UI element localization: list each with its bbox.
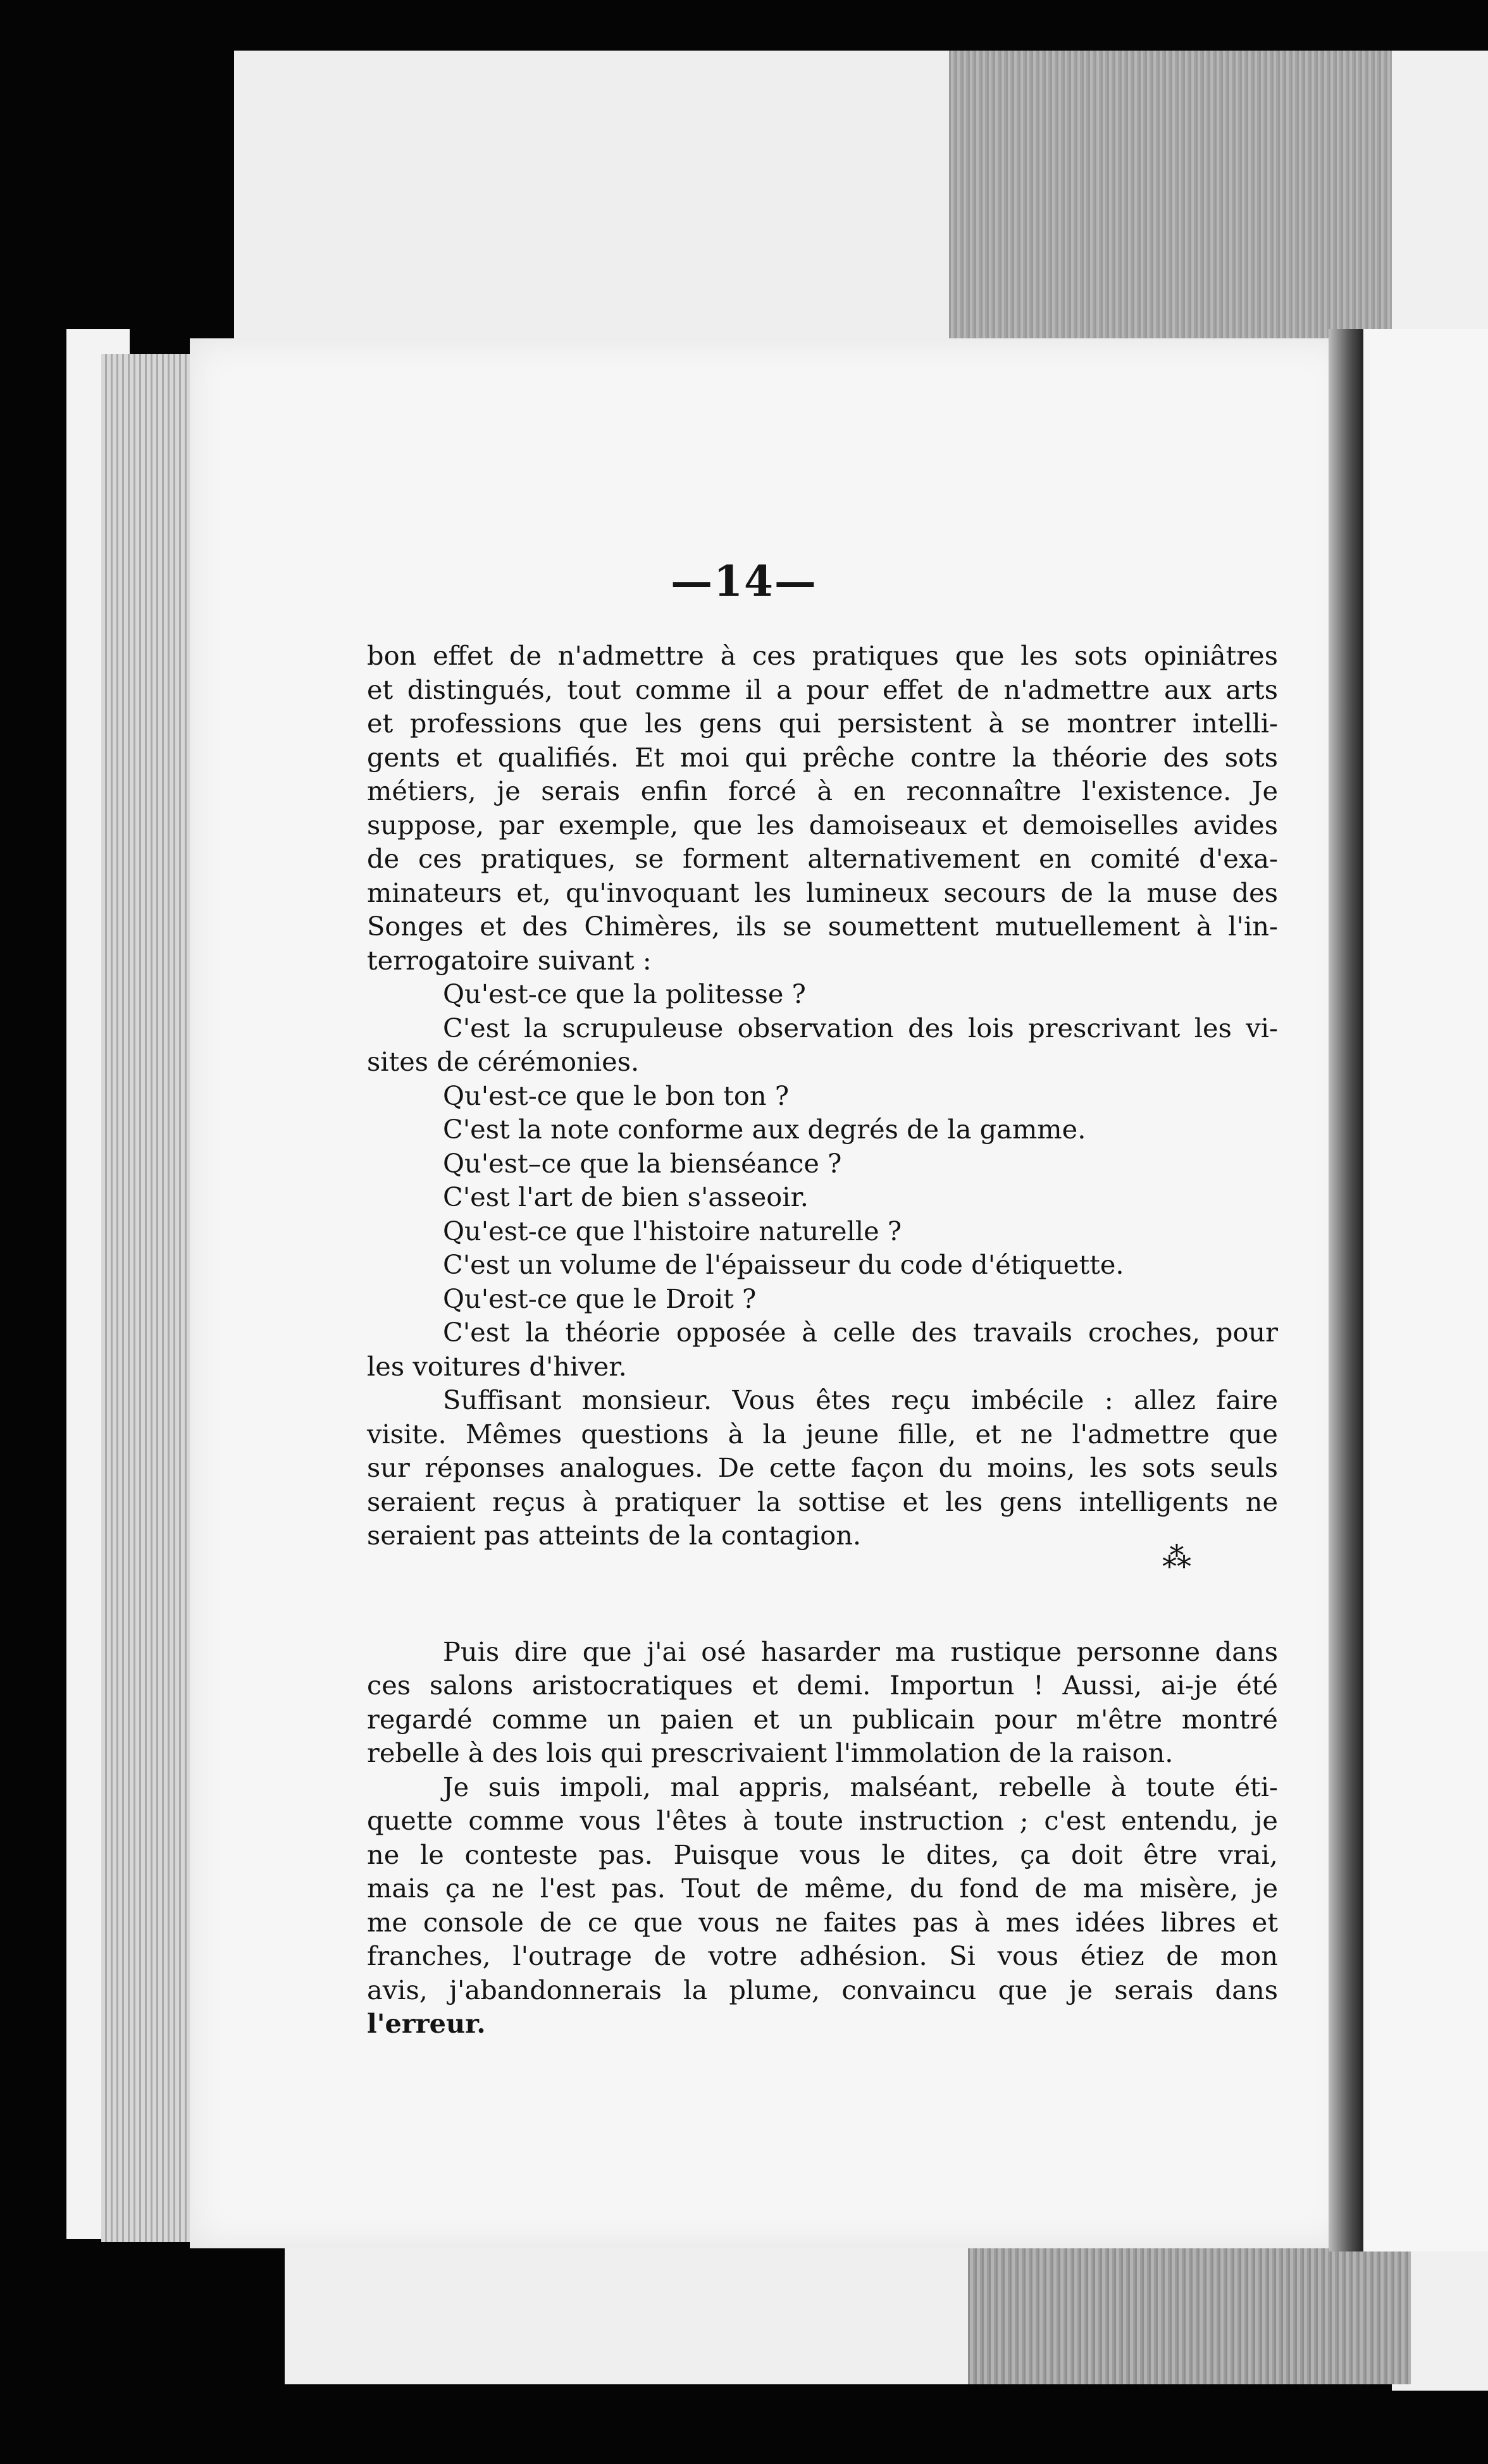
catechism-answer: C'est la scrupuleuse observation des lois prescrivant les vi- bbox=[443, 1012, 1278, 1044]
catechism-question: Qu'est-ce que la politesse ? bbox=[443, 978, 806, 1009]
text-line: Suffisant monsieur. Vous êtes reçu imbécile : allez faire bbox=[443, 1384, 1278, 1415]
page-body-text bbox=[367, 639, 1278, 2041]
page-edges bbox=[101, 354, 196, 2242]
catechism-answer: C'est un volume de l'épaisseur du code d'étiquette. bbox=[443, 1249, 1124, 1280]
background-sheet-strip bbox=[949, 51, 1392, 342]
text-line: regardé comme un paien et un publicain pour m'être montré bbox=[367, 1703, 1278, 1735]
text-line: de ces pratiques, se forment alternativement en comité d'exa- bbox=[367, 843, 1278, 874]
book-gutter bbox=[1329, 329, 1363, 2251]
text-line: mais ça ne l'est pas. Tout de même, du fond de ma misère, je bbox=[367, 1873, 1278, 1904]
text-line: sur réponses analogues. De cette façon du moins, les sots seuls bbox=[367, 1452, 1278, 1483]
catechism-answer: sites de cérémonies. bbox=[367, 1046, 640, 1077]
text-line: visite. Mêmes questions à la jeune fille, et ne l'admettre que bbox=[367, 1418, 1278, 1450]
text-line: Songes et des Chimères, ils se soumettent mutuellement à l'in- bbox=[367, 911, 1278, 942]
catechism-question: Qu'est-ce que le bon ton ? bbox=[443, 1080, 790, 1111]
bottom-sheet bbox=[285, 2239, 968, 2384]
catechism-answer: C'est la note conforme aux degrés de la gamme. bbox=[443, 1114, 1086, 1145]
section-break bbox=[367, 1539, 1278, 1635]
text-line: gents et qualifiés. Et moi qui prêche contre la théorie des sots bbox=[367, 741, 1278, 773]
text-line: rebelle à des lois qui prescrivaient l'immolation de la raison. bbox=[367, 1737, 1174, 1768]
catechism-question: Qu'est-ce que l'histoire naturelle ? bbox=[443, 1215, 902, 1247]
text-line: l'erreur. bbox=[367, 2008, 486, 2039]
catechism-question: Qu'est–ce que la bienséance ? bbox=[443, 1147, 842, 1179]
catechism-answer: C'est la théorie opposée à celle des travails croches, pour bbox=[443, 1317, 1278, 1348]
text-line: et professions que les gens qui persistent à se montrer intelli- bbox=[367, 708, 1278, 739]
text-line: suppose, par exemple, que les damoiseaux et demoiselles avides bbox=[367, 809, 1278, 841]
text-line: Je suis impoli, mal appris, malséant, rebelle à toute éti- bbox=[443, 1771, 1278, 1802]
text-line: et distingués, tout comme il a pour effet de n'admettre aux arts bbox=[367, 674, 1278, 705]
text-line: terrogatoire suivant : bbox=[367, 944, 652, 976]
background-sheet bbox=[234, 51, 955, 342]
text-line: seraient pas atteints de la contagion. bbox=[367, 1520, 862, 1551]
text-line: Puis dire que j'ai osé hasarder ma rustique personne dans bbox=[443, 1635, 1278, 1667]
text-line: métiers, je serais enfin forcé à en reconnaître l'existence. Je bbox=[367, 775, 1278, 806]
catechism-answer: C'est l'art de bien s'asseoir. bbox=[443, 1181, 809, 1212]
page-number: —14— bbox=[671, 557, 817, 606]
text-line: seraient reçus à pratiquer la sottise et les gens intelligents ne bbox=[367, 1486, 1278, 1517]
text-line: avis, j'abandonnerais la plume, convaincu que je serais dans bbox=[367, 1974, 1278, 2005]
catechism-answer: les voitures d'hiver. bbox=[367, 1350, 627, 1382]
facing-page bbox=[1363, 329, 1488, 2251]
text-line: me console de ce que vous ne faites pas à mes idées libres et bbox=[367, 1906, 1278, 1938]
text-line: franches, l'outrage de votre adhésion. Si vous étiez de mon bbox=[367, 1940, 1278, 1971]
text-line: quette comme vous l'êtes à toute instruction ; c'est entendu, je bbox=[367, 1805, 1278, 1836]
catechism-question: Qu'est-ce que le Droit ? bbox=[443, 1283, 757, 1314]
text-line: ces salons aristocratiques et demi. Importun ! Aussi, ai-je été bbox=[367, 1670, 1278, 1701]
bottom-sheet-strip bbox=[968, 2239, 1411, 2384]
text-line: minateurs et, qu'invoquant les lumineux secours de la muse des bbox=[367, 877, 1278, 908]
asterism-ornament: ⁂ bbox=[1162, 1539, 1191, 1574]
text-line: ne le conteste pas. Puisque vous le dites, ça doit être vrai, bbox=[367, 1839, 1278, 1870]
text-line: bon effet de n'admettre à ces pratiques que les sots opiniâtres bbox=[367, 640, 1278, 671]
